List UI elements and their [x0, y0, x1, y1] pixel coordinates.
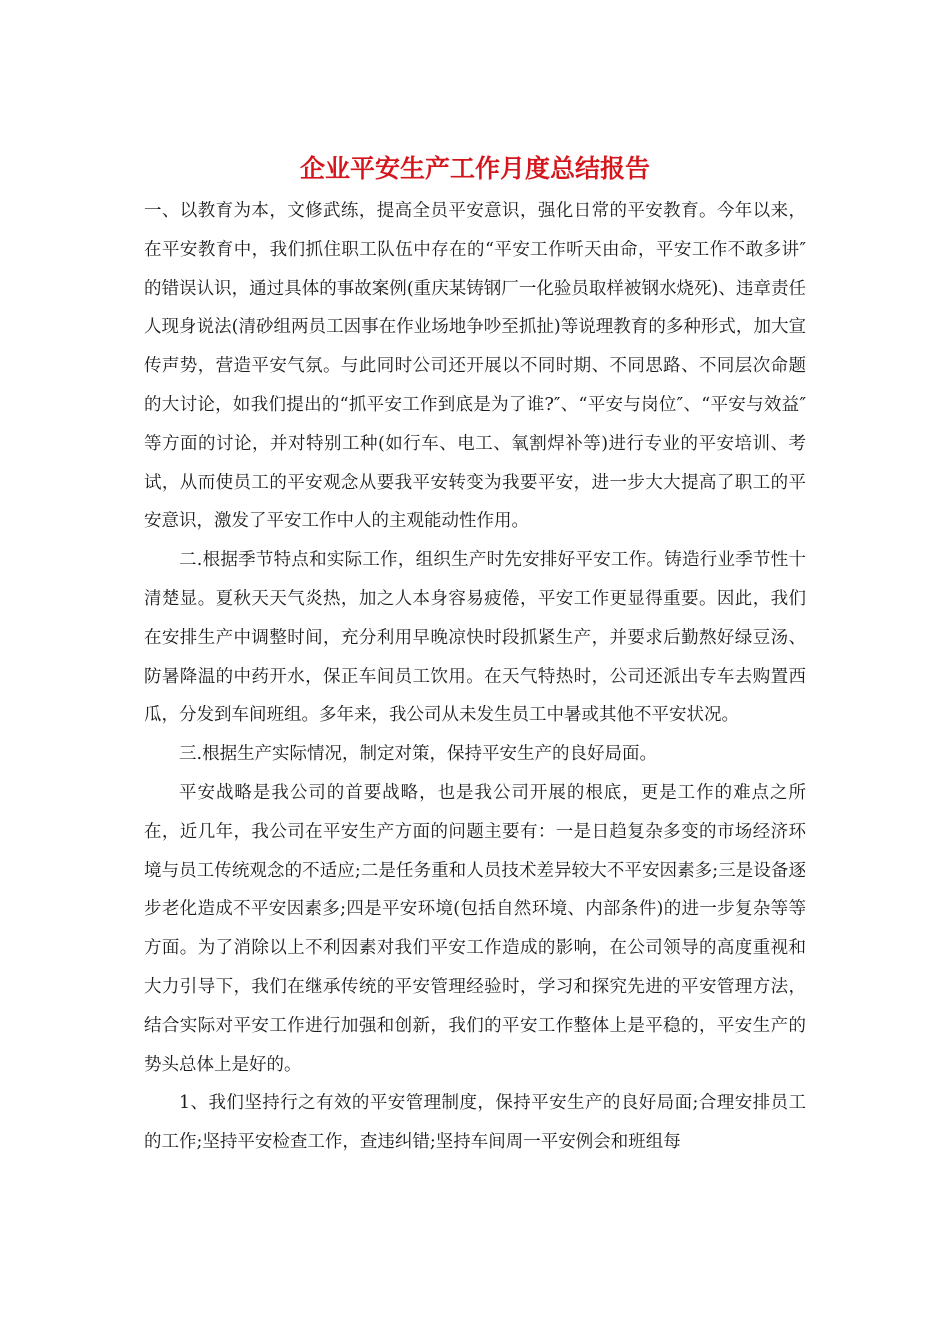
document-body: [144, 192, 806, 1162]
document-title: 企业平安生产工作月度总结报告: [299, 154, 650, 183]
paragraph-5: 1、我们坚持行之有效的平安管理制度，保持平安生产的良好局面;合理安排员工的工作;坚持平安检查工作，查违纠错;坚持车间周一平安例会和班组每: [144, 1093, 806, 1153]
paragraph-2: 二.根据季节特点和实际工作，组织生产时先安排好平安工作。铸造行业季节性十清楚显。夏秋天天气炎热，加之人本身容易疲倦，平安工作更显得重要。因此，我们在安排生产中调整时间，充分利用早晚凉快时段抓紧生产，并要求后勤熬好绿豆汤、防暑降温的中药开水，保正车间员工饮用。在天气特热时，公司还派出专车去购置西瓜，分发到车间班组。多年来，我公司从未发生员工中暑或其他不平安状况。: [144, 550, 806, 726]
paragraph-3: 三.根据生产实际情况，制定对策，保持平安生产的良好局面。: [179, 744, 658, 765]
paragraph-4: 平安战略是我公司的首要战略，也是我公司开展的根底，更是工作的难点之所在，近几年，我公司在平安生产方面的问题主要有：一是日趋复杂多变的市场经济环境与员工传统观念的不适应;二是任务重和人员技术差异较大不平安因素多;三是设备逐步老化造成不平安因素多;四是平安环境(包括自然环境、内部条件)的进一步复杂等等方面。为了消除以上不利因素对我们平安工作造成的影响，在公司领导的高度重视和大力引导下，我们在继承传统的平安管理经验时，学习和探究先进的平安管理方法，结合实际对平安工作进行加强和创新，我们的平安工作整体上是平稳的，平安生产的势头总体上是好的。: [144, 782, 806, 1075]
paragraph-1: 一、以教育为本，文修武练，提高全员平安意识，强化日常的平安教育。今年以来，在平安教育中，我们抓住职工队伍中存在的“平安工作听天由命，平安工作不敢多讲″的错误认识，通过具体的事故案例(重庆某铸钢厂一化验员取样被钢水烧死)、违章责任人现身说法(清砂组两员工因事在作业场地争吵至抓扯)等说理教育的多种形式，加大宣传声势，营造平安气氛。与此同时公司还开展以不同时期、不同思路、不同层次命题的大讨论，如我们提出的“抓平安工作到底是为了谁?″、“平安与岗位″、“平安与效益″等方面的讨论，并对特别工种(如行车、电工、氧割焊补等)进行专业的平安培训、考试，从而使员工的平安观念从要我平安转变为我要平安，进一步大大提高了职工的平安意识，激发了平安工作中人的主观能动性作用。: [144, 201, 806, 532]
